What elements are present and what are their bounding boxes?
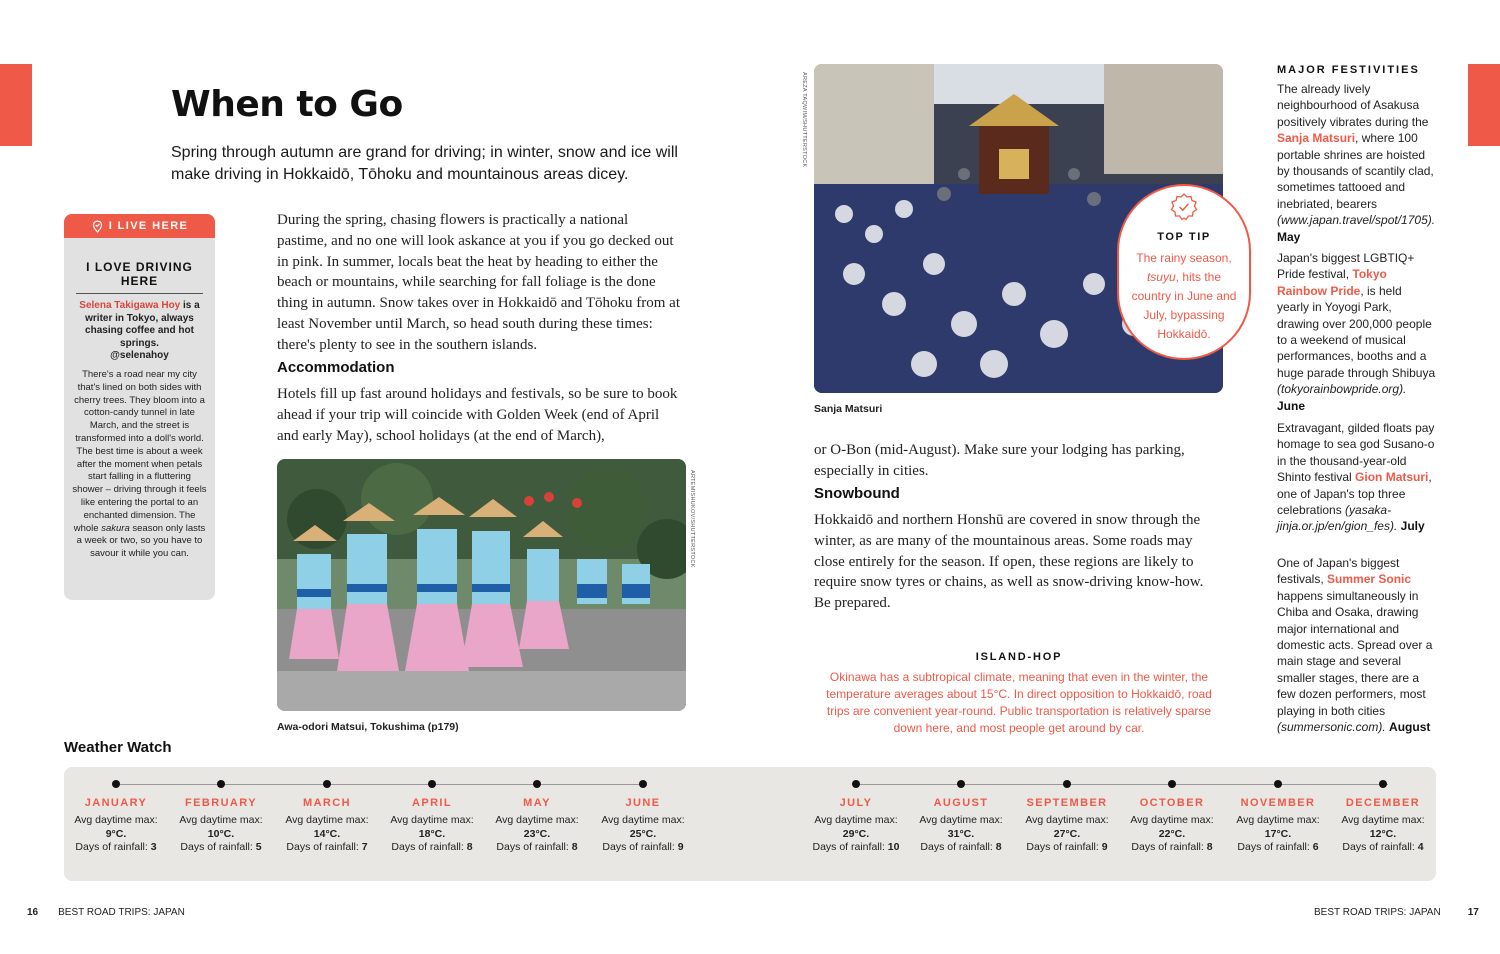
live-box-header <box>64 214 215 238</box>
rainfall-line <box>1120 841 1224 855</box>
rainfall-line <box>909 841 1013 855</box>
festival-text: , one of Japan's top three celebrations <box>1277 470 1432 518</box>
festival-month: July <box>1400 519 1425 534</box>
timeline-dot <box>112 780 120 788</box>
avg-temp-label: Avg daytime max: <box>74 814 158 826</box>
rainfall-line <box>1331 841 1435 855</box>
live-box-header-label: I LIVE HERE <box>108 220 189 232</box>
footer-left-title: BEST ROAD TRIPS: JAPAN <box>58 907 185 918</box>
right-page-tab <box>1468 64 1500 146</box>
badge-check-icon <box>1169 192 1199 222</box>
festival-item <box>1277 555 1437 735</box>
timeline-dot <box>1274 780 1282 788</box>
weather-month <box>380 797 484 855</box>
avg-temp-label: Avg daytime max: <box>1130 814 1214 826</box>
avg-temp-value: 25°C. <box>629 827 657 840</box>
rainfall-line <box>485 841 589 855</box>
tip-text-part-2: , hits the country in June and July, bypassing Hokkaidō. <box>1131 270 1237 341</box>
weather-month <box>1226 797 1330 855</box>
month-name: AUGUST <box>933 797 989 809</box>
awa-odori-caption: Awa-odori Matsui, Tokushima (p179) <box>277 721 459 733</box>
avg-temp-label: Avg daytime max: <box>1025 814 1109 826</box>
rainfall-value: 9 <box>1101 841 1108 853</box>
rainfall-value: 5 <box>255 841 262 853</box>
avg-temp-label: Avg daytime max: <box>390 814 474 826</box>
avg-temp-line <box>1226 814 1330 841</box>
festival-name: Summer Sonic <box>1327 572 1412 587</box>
sanja-caption: Sanja Matsuri <box>814 403 883 415</box>
month-name: FEBRUARY <box>185 797 257 809</box>
avg-temp-line <box>1331 814 1435 841</box>
top-tip-text <box>1127 249 1241 344</box>
avg-temp-line <box>1120 814 1224 841</box>
festival-item <box>1277 81 1437 245</box>
i-live-here-box <box>64 214 215 600</box>
festival-item <box>1277 420 1437 535</box>
avg-temp-value: 9°C. <box>105 827 127 840</box>
avg-temp-value: 10°C. <box>207 827 235 840</box>
rainfall-line <box>1015 841 1119 855</box>
island-hop-text: Okinawa has a subtropical climate, meaning that even in the winter, the temperature averages about 15°C. In direct opposition to Hokkaidō, road trips are convenient year-round. Public transportation is relatively sparse down here, and most people get around by car. <box>826 670 1212 735</box>
left-page-tab <box>0 64 32 146</box>
rainfall-label: Days of rainfall: <box>391 841 464 853</box>
timeline-dot <box>639 780 647 788</box>
weather-watch-title: Weather Watch <box>64 739 172 756</box>
rainfall-label: Days of rainfall: <box>812 841 885 853</box>
avg-temp-label: Avg daytime max: <box>1236 814 1320 826</box>
avg-temp-value: 31°C. <box>947 827 975 840</box>
avg-temp-line <box>485 814 589 841</box>
month-name: JULY <box>839 797 873 809</box>
rainfall-label: Days of rainfall: <box>1131 841 1204 853</box>
timeline-dot <box>323 780 331 788</box>
avg-temp-line <box>591 814 695 841</box>
footer-right-title: BEST ROAD TRIPS: JAPAN <box>1314 907 1441 918</box>
location-pin-icon <box>91 220 104 233</box>
avg-temp-line <box>169 814 273 841</box>
rainfall-value: 3 <box>150 841 157 853</box>
rainfall-label: Days of rainfall: <box>286 841 359 853</box>
month-name: OCTOBER <box>1139 797 1205 809</box>
weather-month <box>64 797 168 855</box>
rainfall-line <box>804 841 908 855</box>
intro-text: Spring through autumn are grand for driving; in winter, snow and ice will make driving in Hokkaidō, Tōhoku and mountainous areas dicey. <box>171 144 678 183</box>
month-name: APRIL <box>412 797 452 809</box>
festival-name: Gion Matsuri <box>1355 470 1429 485</box>
weather-month <box>591 797 695 855</box>
avg-temp-value: 27°C. <box>1053 827 1081 840</box>
month-name: NOVEMBER <box>1240 797 1316 809</box>
avg-temp-label: Avg daytime max: <box>814 814 898 826</box>
avg-temp-value: 14°C. <box>313 827 341 840</box>
footer-left <box>27 907 185 918</box>
rainfall-line <box>380 841 484 855</box>
avg-temp-line <box>909 814 1013 841</box>
rainfall-label: Days of rainfall: <box>496 841 569 853</box>
avg-temp-value: 29°C. <box>842 827 870 840</box>
festivities-heading: MAJOR FESTIVITIES <box>1277 64 1420 76</box>
avg-temp-value: 18°C. <box>418 827 446 840</box>
festival-url: (yasaka-jinja.or.jp/en/gion_fes). <box>1277 503 1398 534</box>
top-tip-title: TOP TIP <box>1157 231 1211 243</box>
live-body-italic: sakura <box>101 522 130 534</box>
author-handle: @selenahoy <box>110 350 169 362</box>
live-box-body <box>72 369 207 561</box>
snowbound-paragraph: Hokkaidō and northern Honshū are covered in snow through the winter, as are many of the mountainous areas. Some roads may close entirely for the season. If open, these regions are likely to require snow tyres or chains, as well as snow-driving know-how. Be prepared. <box>814 512 1204 612</box>
avg-temp-label: Avg daytime max: <box>919 814 1003 826</box>
avg-temp-label: Avg daytime max: <box>601 814 685 826</box>
timeline-dot <box>533 780 541 788</box>
live-body-part-2: season only lasts a week or two, so you have to savour it while you can. <box>76 522 206 560</box>
sanja-photo-credit: AREZA TAQWIM/SHUTTERSTOCK <box>801 72 807 168</box>
rainfall-label: Days of rainfall: <box>75 841 148 853</box>
month-name: JANUARY <box>84 797 148 809</box>
island-hop-title: ISLAND-HOP <box>975 651 1063 663</box>
rainfall-value: 8 <box>1206 841 1213 853</box>
month-name: JUNE <box>625 797 661 809</box>
month-name: MAY <box>523 797 551 809</box>
rainfall-value: 10 <box>887 841 900 853</box>
weather-month <box>1120 797 1224 855</box>
festival-url: (tokyorainbowpride.org). <box>1277 382 1407 397</box>
avg-temp-line <box>380 814 484 841</box>
weather-month <box>275 797 379 855</box>
rainfall-label: Days of rainfall: <box>1342 841 1415 853</box>
top-tip-bubble <box>1117 184 1251 360</box>
avg-temp-line <box>804 814 908 841</box>
festival-item <box>1277 250 1437 414</box>
rainfall-value: 4 <box>1417 841 1424 853</box>
rainfall-label: Days of rainfall: <box>180 841 253 853</box>
rainfall-label: Days of rainfall: <box>920 841 993 853</box>
timeline-dot <box>1168 780 1176 788</box>
festival-month: May <box>1277 229 1301 244</box>
footer-right <box>1314 907 1479 918</box>
awa-odori-photo-credit: ARTEMISHUKOV/SHUTTERSTOCK <box>689 470 695 568</box>
accommodation-heading: Accommodation <box>277 359 395 376</box>
rainfall-value: 7 <box>361 841 368 853</box>
timeline-line-right <box>857 784 1388 785</box>
festival-text: , is held yearly in Yoyogi Park, drawing over 200,000 people to a weekend of musical performances, booths and a huge parade through Shibuya <box>1277 283 1436 380</box>
rainfall-label: Days of rainfall: <box>1237 841 1310 853</box>
timeline-dot <box>217 780 225 788</box>
avg-temp-value: 22°C. <box>1158 827 1186 840</box>
live-box-author <box>72 300 207 363</box>
avg-temp-value: 12°C. <box>1369 827 1397 840</box>
awa-odori-photo <box>277 459 686 711</box>
accommodation-paragraph: Hotels fill up fast around holidays and festivals, so be sure to book ahead if your trip will coincide with Golden Week (end of April and early May), school holidays (at the end of March), <box>277 386 678 444</box>
timeline-line-left <box>116 784 647 785</box>
tip-text-part-1: The rainy season, <box>1136 251 1232 265</box>
avg-temp-label: Avg daytime max: <box>179 814 263 826</box>
festival-text: One of Japan's biggest festivals, <box>1277 556 1400 587</box>
avg-temp-label: Avg daytime max: <box>1341 814 1425 826</box>
avg-temp-value: 17°C. <box>1264 827 1292 840</box>
rainfall-line <box>275 841 379 855</box>
month-name: DECEMBER <box>1345 797 1421 809</box>
live-body-part-1: There's a road near my city that's lined on both sides with cherry trees. They bloom into a cotton-candy tunnel in late March, and the street is transformed into a doll's world. The best time is about a week after the moment when petals start falling in a fluttering shower – driving through it feels like entering the portal to an enchanted dimension. The whole <box>72 368 207 534</box>
snowbound-heading: Snowbound <box>814 485 900 502</box>
weather-month <box>485 797 589 855</box>
timeline-dot <box>1379 780 1387 788</box>
page-title: When to Go <box>171 84 403 125</box>
rainfall-line <box>64 841 168 855</box>
timeline-dot <box>852 780 860 788</box>
festival-url: (www.japan.travel/spot/1705). <box>1277 213 1436 228</box>
avg-temp-value: 23°C. <box>523 827 551 840</box>
festival-text: , where 100 portable shrines are hoisted by thousands of scantily clad, sometimes tattooed and inebriated, bearers <box>1277 131 1434 211</box>
weather-month <box>1015 797 1119 855</box>
timeline-dot <box>1063 780 1071 788</box>
avg-temp-label: Avg daytime max: <box>285 814 369 826</box>
festival-text: Extravagant, gilded floats pay homage to sea god Susano-o in the thousand-year-old Shinto festival <box>1277 421 1435 485</box>
spring-paragraph: During the spring, chasing flowers is practically a national pastime, and no one will look askance at you if you go decked out in pink. In summer, locals beat the heat by heading to either the beach or mountains, while searching for fall foliage is the done thing in autumn. Snow takes over in Hokkaidō and Tōhoku from at least November until March, so head south during these times: there's plenty to see in the southern islands. <box>277 212 681 353</box>
rainfall-value: 6 <box>1312 841 1319 853</box>
rainfall-label: Days of rainfall: <box>1026 841 1099 853</box>
festival-url: (summersonic.com). <box>1277 720 1386 735</box>
festival-name: Tokyo Rainbow Pride <box>1277 267 1387 298</box>
rainfall-line <box>591 841 695 855</box>
festival-text: The already lively neighbourhood of Asakusa positively vibrates during the <box>1277 82 1429 129</box>
page-number-left: 16 <box>27 907 39 918</box>
festival-name: Sanja Matsuri <box>1277 131 1356 146</box>
page-number-right: 17 <box>1467 907 1479 918</box>
avg-temp-label: Avg daytime max: <box>495 814 579 826</box>
author-name: Selena Takigawa Hoy <box>79 300 181 311</box>
rainfall-value: 8 <box>571 841 578 853</box>
festival-month: June <box>1277 398 1306 413</box>
timeline-dot <box>428 780 436 788</box>
rainfall-value: 9 <box>677 841 684 853</box>
month-name: MARCH <box>303 797 351 809</box>
weather-month <box>909 797 1013 855</box>
weather-month <box>169 797 273 855</box>
timeline-dot <box>957 780 965 788</box>
obon-paragraph: or O-Bon (mid-August). Make sure your lodging has parking, especially in cities. <box>814 442 1185 479</box>
festival-text: Japan's biggest LGBTIQ+ Pride festival, <box>1277 251 1415 282</box>
rainfall-label: Days of rainfall: <box>602 841 675 853</box>
avg-temp-line <box>275 814 379 841</box>
month-name: SEPTEMBER <box>1026 797 1108 809</box>
rainfall-value: 8 <box>995 841 1002 853</box>
author-description: is a writer in Tokyo, always chasing coffee and hot springs. <box>85 300 200 349</box>
festival-text: happens simultaneously in Chiba and Osaka, drawing major international and domestic acts. Spread over a main stage and several smaller stages, there are a few dozen performers, most playing in both cities <box>1277 588 1433 718</box>
avg-temp-line <box>64 814 168 841</box>
festival-month: August <box>1389 720 1431 735</box>
live-box-title: I LOVE DRIVING HERE <box>76 260 203 294</box>
rainfall-line <box>169 841 273 855</box>
avg-temp-line <box>1015 814 1119 841</box>
rainfall-value: 8 <box>466 841 473 853</box>
rainfall-line <box>1226 841 1330 855</box>
weather-month <box>804 797 908 855</box>
tip-text-italic: tsuyu <box>1146 270 1176 284</box>
weather-month <box>1331 797 1435 855</box>
